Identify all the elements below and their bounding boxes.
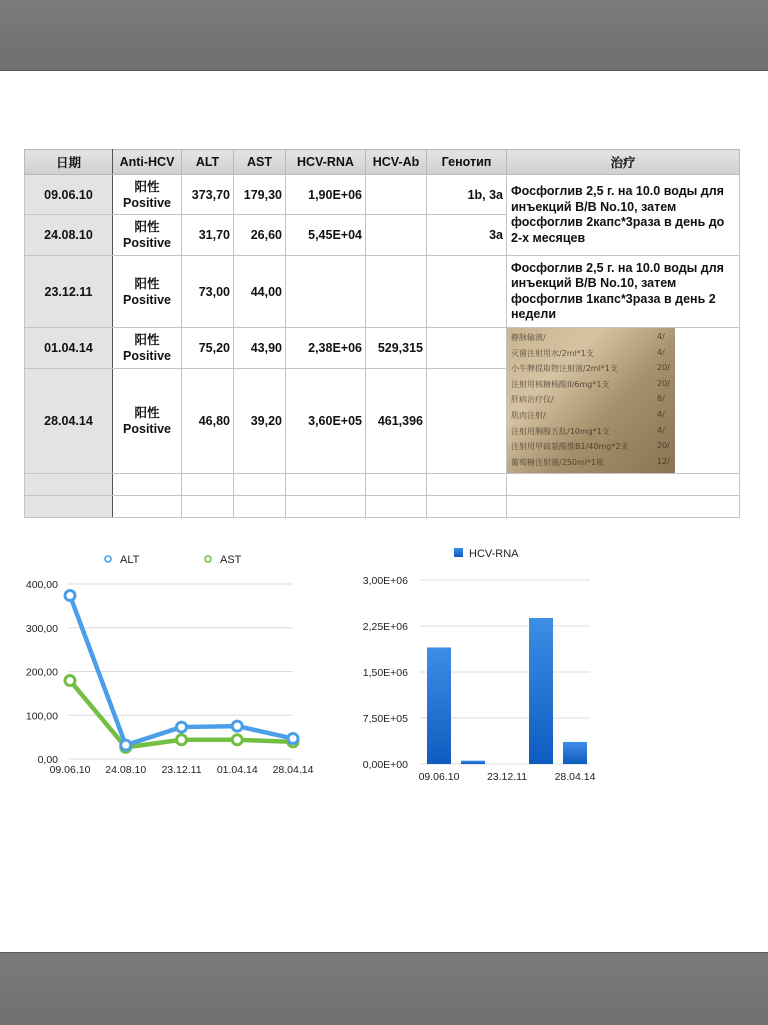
cell-hcv-ab <box>366 256 427 328</box>
bar <box>461 761 485 764</box>
anti-cn: 阳性 <box>134 220 160 234</box>
bottom-toolbar <box>0 952 768 1025</box>
cell-empty <box>427 474 507 496</box>
y-tick-label: 400,00 <box>25 579 58 591</box>
anti-cn: 阳性 <box>134 179 160 194</box>
cell-anti-hcv <box>113 256 182 328</box>
cell-empty <box>286 474 366 496</box>
prescription-item: 注射用胸腺五肽/10mg*1支 <box>511 426 610 436</box>
cell-hcv-rna: 3,60E+05 <box>286 369 366 474</box>
cell-genotype: 3a <box>427 215 507 256</box>
prescription-line <box>511 363 670 374</box>
table-row <box>25 175 740 215</box>
x-tick-label: 09.06.10 <box>418 771 460 783</box>
cell-alt: 75,20 <box>182 328 234 369</box>
lab-results-table <box>24 149 740 518</box>
hcv-rna-bar-chart <box>350 540 610 790</box>
cell-genotype <box>427 328 507 369</box>
cell-anti-hcv <box>113 328 182 369</box>
y-tick-label: 0,00E+00 <box>362 759 408 771</box>
cell-hcv-rna: 5,45E+04 <box>286 215 366 256</box>
prescription-photo <box>507 328 675 473</box>
x-tick-label: 28.04.14 <box>272 764 314 776</box>
cell-ast: 26,60 <box>234 215 286 256</box>
bar <box>563 742 587 764</box>
cell-hcv-rna <box>286 256 366 328</box>
cell-empty <box>286 496 366 518</box>
y-tick-label: 7,50E+05 <box>362 713 408 725</box>
cell-empty <box>113 474 182 496</box>
data-point-alt <box>65 591 75 601</box>
anti-en: Positive <box>123 195 171 210</box>
anti-en: Positive <box>123 349 171 364</box>
prescription-line <box>511 394 665 405</box>
data-point-ast <box>177 735 187 745</box>
legend-marker <box>454 548 463 557</box>
cell-treatment-2: Фосфоглив 2,5 г. на 10.0 воды для инъекций В/В No.10, затем фосфоглив 1капс*3раза в день 2 недели <box>507 256 740 328</box>
prescription-line <box>511 441 670 452</box>
cell-empty <box>25 474 113 496</box>
table-row <box>25 256 740 328</box>
anti-en: Positive <box>123 292 171 307</box>
data-point-alt <box>288 734 298 744</box>
prescription-item: 灭菌注射用水/2ml*1支 <box>511 348 594 358</box>
legend-marker <box>105 556 111 562</box>
legend-label: AST <box>220 554 242 566</box>
x-tick-label: 01.04.14 <box>216 764 258 776</box>
col-header-alt: ALT <box>182 150 234 175</box>
prescription-qty: 4/ <box>657 332 665 341</box>
cell-empty <box>427 496 507 518</box>
cell-alt: 373,70 <box>182 175 234 215</box>
y-tick-label: 0,00 <box>37 754 58 766</box>
prescription-qty: 20/ <box>657 363 670 373</box>
cell-genotype <box>427 369 507 474</box>
data-point-alt <box>177 722 187 732</box>
table-row <box>25 328 740 369</box>
prescription-line <box>511 378 670 390</box>
cell-anti-hcv <box>113 215 182 256</box>
prescription-line <box>511 425 665 437</box>
cell-date: 01.04.14 <box>25 328 113 369</box>
cell-date: 24.08.10 <box>25 215 113 256</box>
prescription-qty: 20/ <box>657 378 670 388</box>
cell-anti-hcv <box>113 369 182 474</box>
cell-date: 09.06.10 <box>25 175 113 215</box>
x-tick-label: 28.04.14 <box>554 771 596 783</box>
legend-marker <box>205 556 211 562</box>
y-tick-label: 2,25E+06 <box>362 621 408 633</box>
top-toolbar <box>0 0 768 71</box>
cell-alt: 73,00 <box>182 256 234 328</box>
prescription-qty: 4/ <box>657 425 665 435</box>
x-tick-label: 09.06.10 <box>49 764 91 776</box>
cell-hcv-ab <box>366 175 427 215</box>
cell-alt: 46,80 <box>182 369 234 474</box>
col-header-ast: AST <box>234 150 286 175</box>
prescription-item: 肌肉注射/ <box>511 411 546 420</box>
anti-en: Positive <box>123 422 171 437</box>
table-row-empty <box>25 496 740 518</box>
cell-genotype <box>427 256 507 328</box>
anti-en: Positive <box>123 236 171 250</box>
cell-empty <box>182 496 234 518</box>
prescription-line <box>511 410 665 421</box>
prescription-qty: 4/ <box>657 410 665 419</box>
legend-label: HCV-RNA <box>469 548 519 560</box>
prescription-item: 注射用核糖核酸II/6mg*1支 <box>511 379 610 389</box>
prescription-qty: 8/ <box>657 394 665 404</box>
prescription-qty: 4/ <box>657 347 665 357</box>
prescription-item: 肝病治疗仪/ <box>511 395 554 405</box>
data-point-ast <box>232 735 242 745</box>
y-tick-label: 100,00 <box>25 710 58 723</box>
y-tick-label: 1,50E+06 <box>362 667 408 679</box>
col-header-genotype: Генотип <box>427 150 507 175</box>
cell-empty <box>234 496 286 518</box>
cell-ast: 39,20 <box>234 369 286 474</box>
cell-anti-hcv <box>113 175 182 215</box>
col-header-hcv-ab: HCV-Ab <box>366 150 427 175</box>
data-point-alt <box>232 721 242 731</box>
data-point-ast <box>65 676 75 686</box>
cell-hcv-ab <box>366 215 427 256</box>
x-tick-label: 23.12.11 <box>161 764 202 776</box>
cell-hcv-ab: 529,315 <box>366 328 427 369</box>
prescription-qty: 12/ <box>657 456 670 466</box>
cell-ast: 44,00 <box>234 256 286 328</box>
table-header-row <box>25 150 740 175</box>
cell-empty <box>182 474 234 496</box>
cell-alt: 31,70 <box>182 215 234 256</box>
col-header-anti-hcv: Anti-HCV <box>113 150 182 175</box>
table-row-empty <box>25 474 740 496</box>
x-tick-label: 24.08.10 <box>105 764 147 776</box>
prescription-line <box>511 456 670 468</box>
cell-hcv-rna: 2,38E+06 <box>286 328 366 369</box>
cell-empty <box>366 496 427 518</box>
anti-cn: 阳性 <box>134 276 160 291</box>
cell-date: 28.04.14 <box>25 369 113 474</box>
cell-empty <box>366 474 427 496</box>
cell-ast: 179,30 <box>234 175 286 215</box>
data-point-alt <box>121 740 131 750</box>
prescription-item: 注射用甲硫氨酸维B1/40mg*2支 <box>511 442 629 452</box>
cell-treatment-1: Фосфоглив 2,5 г. на 10.0 воды для инъекций В/В No.10, затем фосфоглив 2капс*3раза в день до 2-х месяцев <box>507 175 740 256</box>
col-header-treatment: 治疗 <box>507 150 740 175</box>
cell-genotype: 1b, 3a <box>427 175 507 215</box>
y-tick-label: 300,00 <box>25 622 58 635</box>
cell-hcv-rna: 1,90E+06 <box>286 175 366 215</box>
col-header-date: 日期 <box>25 150 113 175</box>
prescription-item: 小牛脾提取物注射液/2ml*1支 <box>511 364 618 374</box>
cell-hcv-ab: 461,396 <box>366 369 427 474</box>
cell-ast: 43,90 <box>234 328 286 369</box>
cell-empty <box>507 496 740 518</box>
x-tick-label: 23.12.11 <box>486 771 528 783</box>
prescription-item: 静脉输液/ <box>511 333 546 342</box>
cell-empty <box>234 474 286 496</box>
bar <box>427 647 451 764</box>
prescription-item: 葡萄糖注射液/250ml*1瓶 <box>511 457 605 467</box>
y-tick-label: 3,00E+06 <box>362 575 408 587</box>
cell-date: 23.12.11 <box>25 256 113 328</box>
prescription-line <box>511 332 665 343</box>
y-tick-label: 200,00 <box>25 666 58 679</box>
anti-cn: 阳性 <box>134 333 160 348</box>
alt-ast-line-chart <box>0 540 330 790</box>
cell-empty <box>113 496 182 518</box>
cell-empty <box>507 474 740 496</box>
cell-empty <box>25 496 113 518</box>
col-header-hcv-rna: HCV-RNA <box>286 150 366 175</box>
prescription-line <box>511 347 665 359</box>
cell-prescription-photo <box>507 328 740 474</box>
anti-cn: 阳性 <box>134 406 160 421</box>
bar <box>529 618 553 764</box>
legend-label: ALT <box>120 554 140 566</box>
prescription-qty: 20/ <box>657 441 670 451</box>
